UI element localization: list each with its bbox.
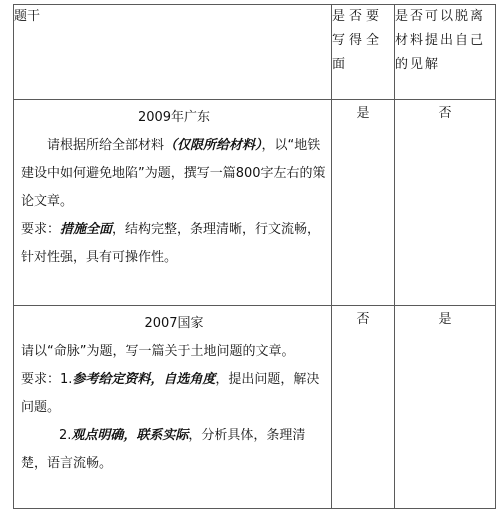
- emphasis-text: （仅限所给材料）: [164, 138, 262, 153]
- requirement-text: [21, 216, 327, 272]
- question-text: 请以“命脉”为题，写一篇关于土地问题的文章。: [21, 344, 295, 359]
- emphasis-text: 措施全面: [60, 222, 113, 237]
- text-segment: ，提出问题，解决问题。: [21, 372, 320, 415]
- table-row: [14, 100, 496, 306]
- header-comprehensive: 是否要写得全面: [332, 5, 395, 100]
- comprehensive-answer: 否: [332, 306, 395, 509]
- question-text: [21, 132, 327, 216]
- emphasis-text: 参考给定资料，自选角度: [72, 372, 216, 387]
- question-title: 2007国家: [144, 316, 204, 331]
- comprehensive-answer: 是: [332, 100, 395, 306]
- requirement-text: [21, 422, 327, 478]
- comparison-table: [13, 4, 496, 509]
- question-title: 2009年广东: [137, 110, 211, 125]
- question-cell: [14, 306, 332, 509]
- requirement-text: [21, 366, 327, 422]
- header-detach: 是否可以脱离材料提出自己的见解: [395, 5, 496, 100]
- detach-answer: 否: [395, 100, 496, 306]
- emphasis-text: 观点明确，联系实际: [71, 428, 189, 443]
- detach-answer: 是: [395, 306, 496, 509]
- text-segment: 请根据所给全部材料: [47, 138, 165, 153]
- text-segment: 要求：1.: [21, 372, 73, 387]
- text-segment: 要求：: [21, 222, 61, 237]
- text-segment: ，结构完整，条理清晰，行文流畅，针对性强，具有可操作性。: [21, 222, 321, 265]
- text-segment: ，以“地铁建设中如何避免地陷”为题，撰写一篇800字左右的策论文章。: [21, 138, 326, 209]
- text-segment: 2.: [59, 428, 72, 443]
- table-header-row: [14, 5, 496, 100]
- question-cell: [14, 100, 332, 306]
- text-segment: ，分析具体，条理清楚，语言流畅。: [21, 428, 306, 471]
- table-row: [14, 306, 496, 509]
- header-question: 题干: [14, 5, 332, 100]
